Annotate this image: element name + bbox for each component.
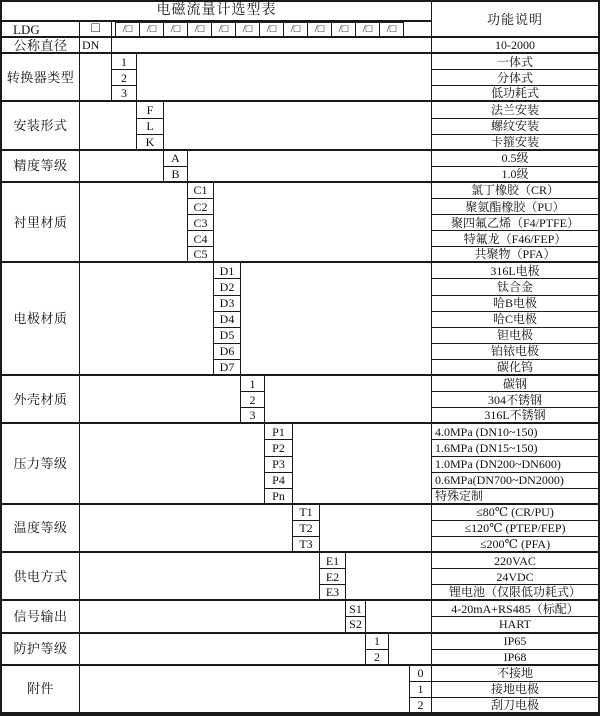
code-cell: 2 xyxy=(112,70,137,86)
code-cell: 2 xyxy=(366,650,389,666)
model-prefix: LDG xyxy=(2,22,80,38)
desc-cell: 锂电池（仅限低功耗式） xyxy=(432,585,598,601)
desc-cell: ≤200℃ (PFA) xyxy=(432,537,598,553)
desc-cell: 螺纹安装 xyxy=(432,119,598,135)
desc-cell: 特殊定制 xyxy=(432,489,598,505)
code-cell: T1 xyxy=(293,505,320,521)
diameter-desc: 10-2000 xyxy=(432,38,598,54)
category-label: 衬里材质 xyxy=(2,183,80,263)
desc-cell: 分体式 xyxy=(432,70,598,86)
model-code-slot: /□ xyxy=(139,22,164,37)
blank-area xyxy=(80,666,410,714)
blank-area xyxy=(80,151,164,183)
code-cell: E3 xyxy=(320,585,346,601)
desc-cell: 铂铱电极 xyxy=(432,344,598,360)
desc-cell: 氯丁橡胶（CR） xyxy=(432,183,598,199)
code-cell: L xyxy=(137,119,164,135)
code-cell: P2 xyxy=(265,440,293,456)
desc-cell: 1.0MPa (DN200~DN600) xyxy=(432,457,598,473)
blank-area xyxy=(80,263,214,376)
desc-cell: 特氟龙（F46/FEP） xyxy=(432,231,598,247)
code-cell: S2 xyxy=(346,617,366,633)
code-cell: P4 xyxy=(265,473,293,489)
code-cell: 2 xyxy=(410,698,432,714)
blank-area xyxy=(80,553,320,601)
desc-cell: 法兰安装 xyxy=(432,102,598,118)
model-code-slot: /□ xyxy=(283,22,308,37)
desc-cell: IP68 xyxy=(432,650,598,666)
category-label: 精度等级 xyxy=(2,151,80,183)
blank-area xyxy=(80,634,366,666)
category-label: 防护等级 xyxy=(2,634,80,666)
blank-area xyxy=(80,601,346,633)
code-cell: C4 xyxy=(188,231,214,247)
model-code-slot: /□ xyxy=(235,22,260,37)
code-cell: 1 xyxy=(241,376,265,392)
function-column-header: 功能说明 xyxy=(432,2,598,38)
code-cell: K xyxy=(137,135,164,151)
model-code-slot: /□ xyxy=(307,22,332,37)
desc-cell: 聚氨酯橡胶（PU） xyxy=(432,199,598,215)
table-title: 电磁流量计选型表 xyxy=(2,2,432,22)
desc-cell: 24VDC xyxy=(432,569,598,585)
code-cell: D2 xyxy=(214,279,241,295)
code-cell: 3 xyxy=(241,408,265,424)
code-cell: D6 xyxy=(214,344,241,360)
category-label: 附件 xyxy=(2,666,80,714)
blank-area xyxy=(366,601,432,633)
desc-cell: 刮刀电极 xyxy=(432,698,598,714)
category-label: 信号输出 xyxy=(2,601,80,633)
model-code-slot: /□ xyxy=(211,22,236,37)
blank-area xyxy=(214,183,432,263)
desc-cell: 316L电极 xyxy=(432,263,598,279)
desc-cell: 钛合金 xyxy=(432,279,598,295)
code-cell: D3 xyxy=(214,296,241,312)
blank-area xyxy=(293,424,432,504)
blank-area xyxy=(164,102,432,150)
blank-area xyxy=(137,54,432,102)
desc-cell: 0.6MPa(DN700~DN2000) xyxy=(432,473,598,489)
blank-area xyxy=(265,376,432,424)
model-code-slot: /□ xyxy=(115,22,140,37)
blank-area xyxy=(389,634,432,666)
model-code-slot: /□ xyxy=(331,22,356,37)
blank-area xyxy=(112,38,432,54)
desc-cell: 卡箍安装 xyxy=(432,135,598,151)
desc-cell: 220VAC xyxy=(432,553,598,569)
code-cell: S1 xyxy=(346,601,366,617)
desc-cell: ≤120℃ (PTEP/FEP) xyxy=(432,521,598,537)
code-cell: P1 xyxy=(265,424,293,440)
category-label: 供电方式 xyxy=(2,553,80,601)
code-cell: T2 xyxy=(293,521,320,537)
desc-cell: 1.6MPa (DN15~150) xyxy=(432,440,598,456)
code-cell: A xyxy=(164,151,188,167)
desc-cell: 0.5级 xyxy=(432,151,598,167)
blank-area xyxy=(80,54,112,102)
category-label: 电极材质 xyxy=(2,263,80,376)
blank-area xyxy=(346,553,432,601)
desc-cell: 304不锈钢 xyxy=(432,392,598,408)
desc-cell: 4-20mA+RS485（标配） xyxy=(432,601,598,617)
code-cell: C1 xyxy=(188,183,214,199)
desc-cell: 一体式 xyxy=(432,54,598,70)
desc-cell: 碳化钨 xyxy=(432,360,598,376)
blank-area xyxy=(80,102,137,150)
blank-area xyxy=(80,424,265,504)
desc-cell: 316L不锈钢 xyxy=(432,408,598,424)
category-label: 安装形式 xyxy=(2,102,80,150)
code-cell: C3 xyxy=(188,215,214,231)
desc-cell: 聚四氟乙烯（F4/PTFE） xyxy=(432,215,598,231)
code-cell: C2 xyxy=(188,199,214,215)
model-first-code-box: □ xyxy=(80,22,112,38)
desc-cell: 接地电极 xyxy=(432,682,598,698)
desc-cell: 低功耗式 xyxy=(432,86,598,102)
desc-cell: HART xyxy=(432,617,598,633)
desc-cell: ≤80℃ (CR/PU) xyxy=(432,505,598,521)
blank-area xyxy=(80,183,188,263)
blank-area xyxy=(80,376,241,424)
code-cell: 1 xyxy=(410,682,432,698)
desc-cell: 不接地 xyxy=(432,666,598,682)
code-cell: P3 xyxy=(265,457,293,473)
code-cell: Pn xyxy=(265,489,293,505)
category-label: 温度等级 xyxy=(2,505,80,553)
code-cell: D5 xyxy=(214,328,241,344)
model-code-slot: /□ xyxy=(355,22,380,37)
blank-area xyxy=(80,505,293,553)
model-code-slot: /□ xyxy=(187,22,212,37)
model-code-slots xyxy=(112,22,432,38)
code-cell: 3 xyxy=(112,86,137,102)
code-cell: F xyxy=(137,102,164,118)
desc-cell: 4.0MPa (DN10~150) xyxy=(432,424,598,440)
diameter-code: DN xyxy=(80,38,112,54)
category-label: 转换器类型 xyxy=(2,54,80,102)
code-cell: B xyxy=(164,167,188,183)
code-cell: T3 xyxy=(293,537,320,553)
desc-cell: 哈B电极 xyxy=(432,296,598,312)
desc-cell: 碳钢 xyxy=(432,376,598,392)
model-code-slot: /□ xyxy=(259,22,284,37)
blank-area xyxy=(241,263,432,376)
blank-area xyxy=(320,505,432,553)
desc-cell: 1.0级 xyxy=(432,167,598,183)
model-code-slot: /□ xyxy=(379,22,404,37)
desc-cell: IP65 xyxy=(432,634,598,650)
blank-area xyxy=(188,151,432,183)
category-label: 压力等级 xyxy=(2,424,80,504)
code-cell: 1 xyxy=(112,54,137,70)
code-cell: D4 xyxy=(214,312,241,328)
code-cell: D7 xyxy=(214,360,241,376)
code-cell: 0 xyxy=(410,666,432,682)
code-cell: C5 xyxy=(188,247,214,263)
code-cell: E2 xyxy=(320,569,346,585)
code-cell: 2 xyxy=(241,392,265,408)
code-cell: 1 xyxy=(366,634,389,650)
desc-cell: 钽电极 xyxy=(432,328,598,344)
model-code-slot: /□ xyxy=(163,22,188,37)
desc-cell: 哈C电极 xyxy=(432,312,598,328)
category-label: 外壳材质 xyxy=(2,376,80,424)
diameter-label: 公称直径 xyxy=(2,38,80,54)
code-cell: E1 xyxy=(320,553,346,569)
desc-cell: 共聚物（PFA） xyxy=(432,247,598,263)
code-cell: D1 xyxy=(214,263,241,279)
